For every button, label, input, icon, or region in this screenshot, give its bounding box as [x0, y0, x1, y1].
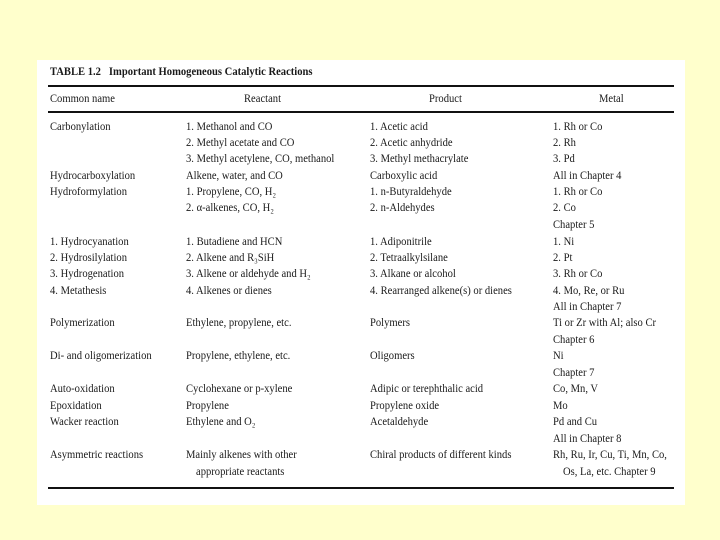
header-reactant: Reactant [244, 93, 282, 105]
cell-metal: Chapter 5 [553, 219, 595, 231]
cell-metal: All in Chapter 8 [553, 433, 622, 445]
cell-reactant: 2. Methyl acetate and CO [186, 137, 295, 149]
cell-metal: 1. Ni [553, 236, 575, 248]
top-rule [48, 85, 674, 87]
cell-reactant: Propylene [186, 400, 229, 412]
cell-product: 1. n-Butyraldehyde [370, 186, 452, 198]
cell-product: Oligomers [370, 350, 415, 362]
cell-metal: 2. Co [553, 202, 576, 214]
cell-metal: Rh, Ru, Ir, Cu, Ti, Mn, Co, [553, 449, 667, 461]
cell-name: Asymmetric reactions [50, 449, 144, 461]
cell-product: 2. Tetraalkylsilane [370, 252, 448, 264]
cell-product: 1. Adiponitrile [370, 236, 432, 248]
cell-reactant: 2. α-alkenes, CO, H₂ [186, 202, 274, 214]
cell-product: 2. Acetic anhydride [370, 137, 453, 149]
cell-product: Chiral products of different kinds [370, 449, 512, 461]
table-title: TABLE 1.2 Important Homogeneous Catalytic Reactions [50, 66, 313, 78]
cell-name: Carbonylation [50, 121, 111, 133]
cell-product: Adipic or terephthalic acid [370, 383, 484, 395]
cell-reactant: 1. Methanol and CO [186, 121, 273, 133]
cell-product: Polymers [370, 317, 410, 329]
header-rule [48, 111, 674, 113]
cell-name: 4. Metathesis [50, 285, 107, 297]
cell-metal: 1. Rh or Co [553, 186, 603, 198]
cell-reactant: 3. Methyl acetylene, CO, methanol [186, 153, 335, 165]
cell-name: 2. Hydrosilylation [50, 252, 128, 264]
cell-metal: 2. Rh [553, 137, 576, 149]
cell-product: 3. Alkane or alcohol [370, 268, 456, 280]
cell-reactant: Cyclohexane or p-xylene [186, 383, 293, 395]
cell-reactant: 1. Butadiene and HCN [186, 236, 283, 248]
cell-product: 4. Rearranged alkene(s) or dienes [370, 285, 512, 297]
header-common-name: Common name [50, 93, 115, 105]
cell-metal: All in Chapter 7 [553, 301, 622, 313]
cell-product: 2. n-Aldehydes [370, 202, 435, 214]
cell-product: Carboxylic acid [370, 170, 438, 182]
cell-metal: 4. Mo, Re, or Ru [553, 285, 625, 297]
cell-name: 1. Hydrocyanation [50, 236, 129, 248]
cell-name: Di- and oligomerization [50, 350, 152, 362]
table-page [37, 60, 685, 505]
cell-name: Wacker reaction [50, 416, 119, 428]
cell-metal: 3. Pd [553, 153, 575, 165]
cell-name: Epoxidation [50, 400, 102, 412]
cell-metal: Chapter 7 [553, 367, 595, 379]
cell-metal: Mo [553, 400, 568, 412]
cell-reactant: 2. Alkene and R₃SiH [186, 252, 275, 264]
header-product: Product [429, 93, 462, 105]
cell-reactant: 1. Propylene, CO, H₂ [186, 186, 277, 198]
cell-name: Hydroformylation [50, 186, 127, 198]
cell-reactant: Ethylene and O₂ [186, 416, 256, 428]
cell-product: 3. Methyl methacrylate [370, 153, 469, 165]
cell-metal: All in Chapter 4 [553, 170, 622, 182]
cell-metal: 2. Pt [553, 252, 573, 264]
cell-metal: Os, La, etc. Chapter 9 [563, 466, 656, 478]
cell-name: Hydrocarboxylation [50, 170, 136, 182]
cell-name: 3. Hydrogenation [50, 268, 125, 280]
cell-reactant: Mainly alkenes with other [186, 449, 297, 461]
cell-name: Auto-oxidation [50, 383, 115, 395]
cell-product: 1. Acetic acid [370, 121, 428, 133]
cell-reactant: Ethylene, propylene, etc. [186, 317, 292, 329]
cell-reactant: Alkene, water, and CO [186, 170, 283, 182]
cell-name: Polymerization [50, 317, 115, 329]
cell-reactant: appropriate reactants [196, 466, 285, 478]
cell-reactant: Propylene, ethylene, etc. [186, 350, 291, 362]
cell-metal: Co, Mn, V [553, 383, 599, 395]
cell-product: Propylene oxide [370, 400, 440, 412]
cell-metal: Ti or Zr with Al; also Cr [553, 317, 657, 329]
cell-metal: 3. Rh or Co [553, 268, 603, 280]
cell-metal: Pd and Cu [553, 416, 598, 428]
cell-metal: 1. Rh or Co [553, 121, 603, 133]
cell-reactant: 3. Alkene or aldehyde and H₂ [186, 268, 311, 280]
cell-reactant: 4. Alkenes or dienes [186, 285, 272, 297]
cell-metal: Chapter 6 [553, 334, 595, 346]
header-metal: Metal [599, 93, 624, 105]
bottom-rule [48, 487, 674, 489]
cell-product: Acetaldehyde [370, 416, 429, 428]
cell-metal: Ni [553, 350, 564, 362]
